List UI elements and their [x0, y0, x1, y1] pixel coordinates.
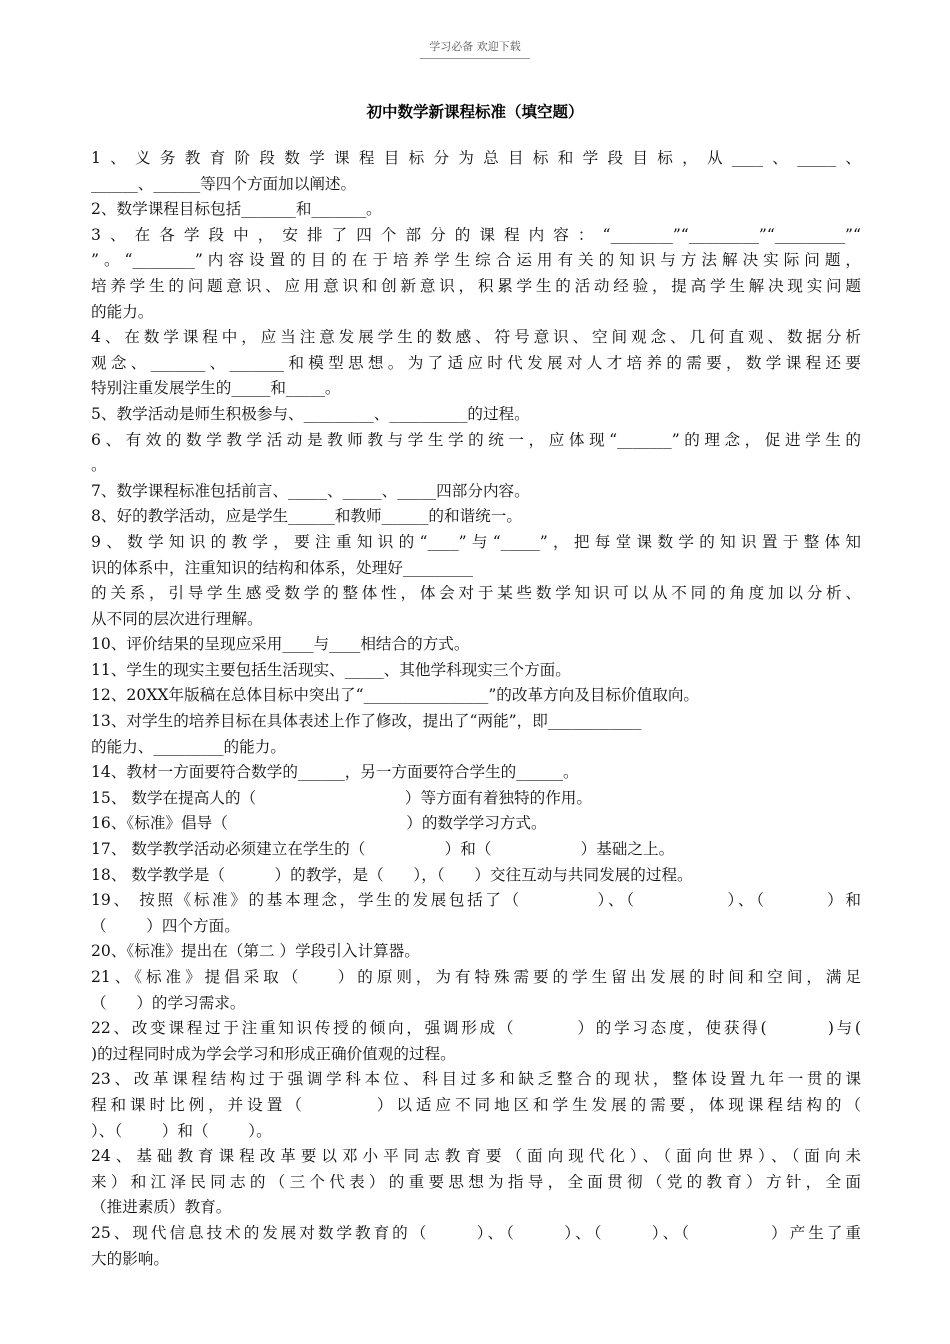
- question-line: 22、改变课程过于注重知识传授的倾向，强调形成（ ）的学习态度，使获得( )与(: [91, 1019, 861, 1038]
- question-line: 的关系，引导学生感受数学的整体性，体会对于某些数学知识可以从不同的角度加以分析、: [91, 584, 861, 603]
- question-line: （ ）的学习需求。: [91, 993, 246, 1012]
- question-line: 23、改革课程结构过于强调学科本位、科目过多和缺乏整合的现状，整体设置九年一贯的课: [91, 1070, 861, 1089]
- question-line: ______、______等四个方面加以阐述。: [91, 174, 357, 193]
- question-line: 1、义务教育阶段数学课程目标分为总目标和学段目标，从____、_____、: [91, 149, 861, 167]
- question-line: 18、 数学教学是（ ）的教学，是（ ），（ ）交往互动与共同发展的过程。: [91, 865, 693, 884]
- question-line: 观念、_______、_______和模型思想。为了适应时代发展对人才培养的需要，数学课程还要: [91, 353, 861, 372]
- question-line: ）、（ ）和（ ）。: [91, 1121, 272, 1140]
- question-line: 识的体系中，注重知识的结构和体系，处理好_________: [91, 558, 474, 577]
- question-line: （推进素质）教育。: [91, 1198, 232, 1217]
- question-line: 8、好的教学活动，应是学生______和教师______的和谐统一。: [91, 507, 522, 526]
- question-line: 15、 数学在提高人的（ ）等方面有着独特的作用。: [91, 788, 592, 807]
- header-rule: [420, 58, 530, 59]
- question-line: 特别注重发展学生的_____和_____。: [91, 379, 341, 398]
- question-line: 11、学生的现实主要包括生活现实、_____、其他学科现实三个方面。: [91, 660, 571, 679]
- question-line: 大的影响。: [91, 1249, 169, 1268]
- question-line: 10、评价结果的呈现应采用____与____相结合的方式。: [91, 635, 470, 654]
- question-line: 12、20XX年版稿在总体目标中突出了“________________”的改革方向及目标价值取向。: [91, 686, 700, 705]
- question-line: 24、基础教育课程改革要以邓小平同志教育要（面向现代化）、（面向世界）、（面向未: [91, 1147, 861, 1166]
- question-line: 7、数学课程标准包括前言、_____、_____、_____四部分内容。: [91, 481, 530, 500]
- question-line: 21、《标准》提倡采取（ ）的原则，为有特殊需要的学生留出发展的时间和空间，满足: [91, 968, 861, 986]
- question-line: 程和课时比例，并设置（ ）以适应不同地区和学生发展的需要，体现课程结构的（: [91, 1095, 861, 1114]
- document-title: 初中数学新课程标准（填空题）: [366, 103, 584, 121]
- question-line: 19、 按照《标准》的基本理念，学生的发展包括了（ ）、（ ）、（ ）和: [91, 891, 861, 910]
- question-line: 来）和江泽民同志的（三个代表）的重要思想为指导，全面贯彻（党的教育）方针，全面: [91, 1172, 861, 1191]
- question-line: 5、教学活动是师生积极参与、_________、__________的过程。: [91, 404, 530, 423]
- question-line: 4、在数学课程中，应当注意发展学生的数感、符号意识、空间观念、几何直观、数据分析: [91, 328, 861, 347]
- question-line: 培养学生的问题意识、应用意识和创新意识，积累学生的活动经验，提高学生解决现实问题: [91, 276, 861, 295]
- question-line: 。: [91, 456, 107, 475]
- question-line: ”。“________”内容设置的目的在于培养学生综合运用有关的知识与方法解决实际问题，: [91, 251, 861, 270]
- question-line: )的过程同时成为学会学习和形成正确价值观的过程。: [91, 1044, 456, 1063]
- question-line: 17、 数学教学活动必须建立在学生的（ ）和（ ）基础之上。: [91, 840, 675, 859]
- question-line: 20、《标准》提出在（第二 ）学段引入计算器。: [91, 942, 420, 961]
- question-line: 14、教材一方面要符合数学的______，另一方面要符合学生的______。: [91, 763, 579, 782]
- question-list: [91, 146, 861, 1272]
- question-line: 16、《标准》倡导（ ）的数学学习方式。: [91, 814, 547, 833]
- question-line: 13、对学生的培养目标在具体表述上作了修改，提出了“两能”，即____________: [91, 712, 642, 731]
- question-line: （ ）四个方面。: [91, 916, 240, 935]
- question-line: 9、数学知识的教学，要注重知识的“____”与“_____”，把每堂课数学的知识置于整体知: [91, 532, 861, 551]
- page-header: 学习必备 欢迎下载: [429, 40, 521, 53]
- question-line: 25、现代信息技术的发展对数学教育的（ ）、（ ）、（ ）、（ ）产生了重: [91, 1223, 861, 1242]
- question-line: 的能力。: [91, 302, 154, 321]
- question-line: 3、在各学段中，安排了四个部分的课程内容：“________”“_________”“_________”“: [91, 225, 861, 244]
- question-line: 从不同的层次进行理解。: [91, 609, 263, 628]
- question-line: 的能力、_________的能力。: [91, 737, 286, 756]
- question-line: 6、有效的数学教学活动是教师教与学生学的统一，应体现“_______”的理念，促进学生的: [91, 430, 861, 449]
- question-line: 2、数学课程目标包括_______和_______。: [91, 200, 382, 219]
